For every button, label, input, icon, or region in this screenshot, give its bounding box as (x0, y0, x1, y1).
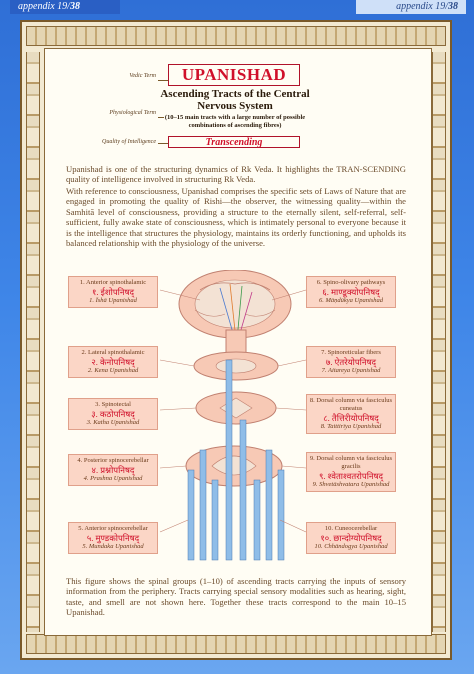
tab-right-text: appendix 19/ (396, 1, 448, 12)
tract-upanishad: 3. Katha Upanishad (86, 419, 140, 426)
page-tab-left (10, 0, 120, 14)
page-tab-right (356, 0, 466, 14)
tract-upanishad: 4. Prashna Upanishad (83, 475, 143, 482)
quality-term-line (158, 143, 168, 144)
figure-caption: This figure shows the spinal groups (1–10) of ascending tracts carrying the inputs of sensory information from the periphery. Tracts carrying special sensory modalities such as hearing, sight, taste, and smell are not shown here. Together these tracts correspond to the main 10–15 Upanishad. (66, 576, 406, 618)
tract-upanishad: 7. Aitareya Upanishad (321, 367, 381, 374)
tract-label: 10. Cuneocerebellar (324, 525, 378, 532)
frame-pillar-right (432, 52, 446, 632)
tab-left-text: appendix 19/ (18, 1, 70, 12)
vedic-term-line (158, 80, 168, 81)
tract-devanagari: ५. मुण्डकोपनिषद् (86, 533, 140, 543)
tract-upanishad: 6. Māṇdūkya Upanishad (318, 297, 384, 304)
tract-upanishad: 8. Taittirīya Upanishad (320, 423, 382, 430)
body-paragraph: With reference to consciousness, Upanishad comprises the specific sets of Laws of Nature that are engaged in promoting the quality of Rishi—the observer, the witnessing quality—within the Samhitā level of consciousness, providing a structure to the eternally silent, self-referral, self-sufficient, fully awake state of consciousness, which is intimately personal to everyone because it is the intelligence that structures the physiology, maintains its orderly functioning, and upholds its balanced relationship with the physiology of the universe. (66, 186, 406, 249)
tract-devanagari: १०. छान्दोग्योपनिषद् (320, 533, 382, 543)
tract-label: 2. Lateral spinothalamic (81, 349, 145, 356)
tracts-diagram (60, 270, 410, 570)
tract-upanishad: 2. Kena Upanishad (87, 367, 139, 374)
tract-label: 3. Spinotectal (95, 401, 131, 408)
page-title: UPANISHAD (168, 64, 300, 86)
tract-label: 9. Dorsal column via fasciculus gracilis (309, 455, 393, 470)
vedic-term-label: Vedic Term (129, 73, 156, 79)
page-subtitle: Ascending Tracts of the Central Nervous System (160, 88, 310, 112)
tract-label: 6. Spino-olivary pathways (316, 279, 386, 286)
tract-label: 7. Spinoreticular fibers (321, 349, 381, 356)
physiological-term-label: Physiological Term (109, 110, 156, 116)
tract-devanagari: ३. कठोपनिषद् (91, 409, 135, 419)
tract-box-8 (306, 394, 396, 434)
tract-box-7 (306, 346, 396, 378)
tract-box-5 (68, 522, 158, 554)
intro-paragraph: Upanishad is one of the structuring dynamics of Rk Veda. It highlights the TRAN-SCENDING quality of intelligence involved in structuring Rk Veda. (66, 164, 406, 185)
tract-upanishad: 9. Shvetāshvatara Upanishad (312, 481, 390, 488)
tract-label: 8. Dorsal column via fasciculus cuneatus (309, 397, 393, 412)
tract-box-9 (306, 452, 396, 492)
tract-devanagari: १. ईशोपनिषद् (92, 287, 134, 297)
tract-devanagari: ८. तैत्तिरीयोपनिषद् (323, 413, 379, 423)
tab-left-num: 38 (69, 1, 80, 12)
tract-box-4 (68, 454, 158, 486)
tract-upanishad: 5. Mundaka Upanishad (82, 543, 144, 550)
frame-lintel-top (26, 26, 446, 46)
tract-box-10 (306, 522, 396, 554)
tract-box-1 (68, 276, 158, 308)
tab-right-num: 38 (448, 1, 458, 12)
frame-pillar-left (26, 52, 40, 632)
tract-label: 5. Anterior spinocerebellar (78, 525, 148, 532)
tract-upanishad: 10. Chhāndogya Upanishad (314, 543, 388, 550)
tract-label: 1. Anterior spinothalamic (79, 279, 147, 286)
tract-devanagari: ४. प्रश्नोपनिषद् (91, 465, 135, 475)
tract-devanagari: २. केनोपनिषद् (91, 357, 135, 367)
tract-box-2 (68, 346, 158, 378)
quality-label: Quality of Intelligence (102, 139, 156, 145)
tract-box-6 (306, 276, 396, 308)
tract-devanagari: ६. माण्डूक्योपनिषद् (322, 287, 380, 297)
tract-upanishad: 1. Īshā Upanishad (89, 297, 137, 304)
tract-box-3 (68, 398, 158, 430)
frame-lintel-bottom (26, 634, 446, 654)
tract-devanagari: ७. ऐतरेयोपनिषद् (326, 357, 376, 367)
page-subsubtitle: (10–15 main tracts with a large number of possible combinations of ascending fibres) (164, 114, 306, 129)
tract-devanagari: ९. श्वेताश्वतरोपनिषद् (318, 471, 384, 481)
quality-value: Transcending (168, 136, 300, 148)
tract-label: 4. Posterior spinocerebellar (77, 457, 149, 464)
